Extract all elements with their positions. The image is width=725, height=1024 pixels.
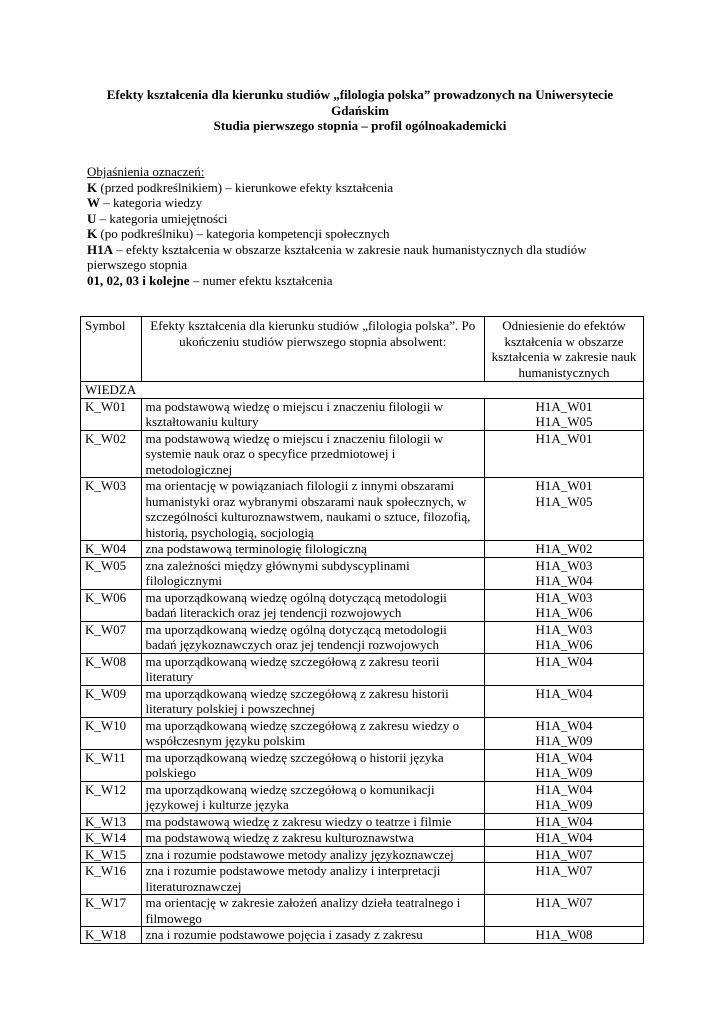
reference-code: H1A_W05 (535, 414, 593, 429)
legend-text: (przed podkreślnikiem) – kierunkowe efekty kształcenia (97, 179, 394, 195)
row-symbol: K_W06 (81, 589, 142, 621)
legend-heading: Objaśnienia oznaczeń: (87, 164, 205, 179)
row-description: zna i rozumie podstawowe metody analizy i interpretacji literaturoznawczej (141, 863, 485, 895)
row-description: ma uporządkowaną wiedzę szczegółową z zakresu wiedzy o współczesnym języku polskim (141, 717, 485, 749)
effects-table (80, 316, 644, 944)
row-description: ma podstawową wiedzę z zakresu kulturoznawstwa (141, 830, 485, 847)
table-row (81, 717, 644, 749)
reference-code: H1A_W05 (535, 493, 593, 509)
table-row (81, 813, 644, 830)
row-references (485, 621, 644, 653)
legend-items (87, 180, 647, 289)
legend-item (87, 242, 647, 273)
table-row (81, 557, 644, 589)
row-description: ma uporządkowaną wiedzę ogólną dotyczącą metodologii badań literackich oraz jej tendencji rozwojowych (141, 589, 485, 621)
row-symbol: K_W17 (81, 895, 142, 927)
row-symbol: K_W10 (81, 717, 142, 749)
legend-item (87, 226, 647, 242)
row-references (485, 557, 644, 589)
row-references (485, 478, 644, 541)
legend-item (87, 180, 647, 196)
legend-key: W (87, 195, 100, 210)
table-row (81, 478, 644, 541)
title-line-1: Efekty kształcenia dla kierunku studiów „filologia polska” prowadzonych na Uniwersytecie (106, 87, 614, 102)
reference-code: H1A_W04 (535, 830, 593, 845)
reference-code: H1A_W03 (535, 589, 593, 605)
row-references (485, 749, 644, 781)
legend-item (87, 195, 647, 211)
row-references (485, 589, 644, 621)
row-symbol: K_W13 (81, 813, 142, 830)
legend-text: – kategoria wiedzy (100, 195, 203, 210)
row-symbol: K_W11 (81, 749, 142, 781)
legend-key: U (87, 210, 97, 226)
legend (87, 164, 647, 288)
reference-code: H1A_W04 (535, 813, 593, 829)
row-references (485, 717, 644, 749)
table-row (81, 830, 644, 847)
row-symbol: K_W05 (81, 557, 142, 589)
row-symbol: K_W07 (81, 621, 142, 653)
reference-code: H1A_W03 (535, 621, 593, 637)
table-row (81, 589, 644, 621)
row-references (485, 846, 644, 863)
reference-code: H1A_W04 (535, 685, 593, 701)
table-row (81, 927, 644, 944)
legend-key: H1A (87, 241, 113, 257)
legend-key: K (87, 226, 98, 241)
row-symbol: K_W03 (81, 478, 142, 541)
reference-code: H1A_W04 (535, 781, 593, 797)
header-symbol: Symbol (81, 317, 142, 382)
legend-item (87, 273, 647, 289)
section-label: WIEDZA (81, 382, 644, 399)
reference-code: H1A_W03 (535, 557, 593, 573)
header-reference: Odniesienie do efektów kształcenia w obszarze kształcenia w zakresie nauk humanistycznych (485, 317, 644, 382)
row-description: ma orientację w zakresie założeń analizy dzieła teatralnego i filmowego (141, 895, 485, 927)
reference-code: H1A_W08 (535, 927, 593, 942)
row-symbol: K_W02 (81, 430, 142, 478)
row-description: ma uporządkowaną wiedzę szczegółową o historii języka polskiego (141, 749, 485, 781)
section-row (81, 382, 644, 399)
row-references (485, 863, 644, 895)
row-description: ma podstawową wiedzę o miejscu i znaczeniu filologii w kształtowaniu kultury (141, 398, 485, 430)
document-title (60, 87, 660, 134)
row-references (485, 653, 644, 685)
legend-item (87, 211, 647, 227)
row-description: ma podstawową wiedzę o miejscu i znaczeniu filologii w systemie nauk oraz o specyfice przedmiotowej i metodologicznej (141, 430, 485, 478)
row-description: zna podstawową terminologię filologiczną (141, 541, 485, 558)
row-symbol: K_W12 (81, 781, 142, 813)
row-symbol: K_W09 (81, 685, 142, 717)
reference-code: H1A_W09 (535, 765, 593, 780)
row-symbol: K_W14 (81, 830, 142, 847)
reference-code: H1A_W06 (535, 605, 593, 620)
table-row (81, 621, 644, 653)
row-description: zna i rozumie podstawowe metody analizy językoznawczej (141, 846, 485, 863)
row-references (485, 895, 644, 927)
row-references (485, 927, 644, 944)
row-description: zna zależności między głównymi subdyscyplinami filologicznymi (141, 557, 485, 589)
row-references (485, 541, 644, 558)
reference-code: H1A_W01 (535, 478, 593, 493)
table-row (81, 398, 644, 430)
reference-code: H1A_W04 (535, 653, 593, 669)
row-references (485, 830, 644, 847)
reference-code: H1A_W07 (535, 846, 593, 862)
row-symbol: K_W08 (81, 653, 142, 685)
reference-code: H1A_W02 (535, 541, 593, 556)
reference-code: H1A_W07 (535, 895, 593, 910)
table-row (81, 863, 644, 895)
reference-code: H1A_W07 (535, 863, 593, 878)
reference-code: H1A_W01 (535, 398, 593, 414)
row-references (485, 813, 644, 830)
title-line-2: Gdańskim (331, 102, 389, 118)
table-row (81, 541, 644, 558)
legend-key: 01, 02, 03 i kolejne (87, 272, 190, 288)
table-row (81, 685, 644, 717)
row-description: ma uporządkowaną wiedzę szczegółową o komunikacji językowej i kulturze języka (141, 781, 485, 813)
header-description: Efekty kształcenia dla kierunku studiów „filologia polska”. Po ukończeniu studiów pierwszego stopnia absolwent: (141, 317, 485, 382)
reference-code: H1A_W09 (535, 797, 593, 812)
row-symbol: K_W18 (81, 927, 142, 944)
table-row (81, 749, 644, 781)
legend-text: – kategoria umiejętności (96, 210, 228, 226)
row-symbol: K_W04 (81, 541, 142, 558)
row-description: ma podstawową wiedzę z zakresu wiedzy o teatrze i filmie (141, 813, 485, 830)
row-description: ma orientację w powiązaniach filologii z innymi obszarami humanistyki oraz wybranymi obszarami nauk społecznych, w szczególności kulturoznawstwem, naukami o sztuce, filozofią, historią, psychologią, socjologią (141, 478, 485, 541)
reference-code: H1A_W04 (535, 749, 593, 765)
title-line-3: Studia pierwszego stopnia – profil ogólnoakademicki (213, 118, 507, 133)
legend-text: – efekty kształcenia w obszarze kształcenia w zakresie nauk humanistycznych dla studiów pierwszego stopnia (87, 241, 587, 272)
row-references (485, 685, 644, 717)
row-references (485, 398, 644, 430)
reference-code: H1A_W01 (535, 430, 593, 446)
legend-text: (po podkreślniku) – kategoria kompetencji społecznych (97, 226, 390, 241)
reference-code: H1A_W09 (535, 733, 593, 748)
row-description: ma uporządkowaną wiedzę szczegółową z zakresu teorii literatury (141, 653, 485, 685)
legend-text: – numer efektu kształcenia (189, 272, 333, 288)
legend-key: K (87, 179, 98, 195)
table-row (81, 653, 644, 685)
row-description: ma uporządkowaną wiedzę ogólną dotyczącą metodologii badań językoznawczych oraz jej tendencji rozwojowych (141, 621, 485, 653)
row-references (485, 430, 644, 478)
row-symbol: K_W16 (81, 863, 142, 895)
table-row (81, 781, 644, 813)
reference-code: H1A_W06 (535, 637, 593, 652)
row-symbol: K_W15 (81, 846, 142, 863)
row-description: zna i rozumie podstawowe pojęcia i zasady z zakresu (141, 927, 485, 944)
row-references (485, 781, 644, 813)
reference-code: H1A_W04 (535, 717, 593, 733)
table-header-row (81, 317, 644, 382)
table-row (81, 846, 644, 863)
table-row (81, 430, 644, 478)
table-row (81, 895, 644, 927)
row-symbol: K_W01 (81, 398, 142, 430)
reference-code: H1A_W04 (535, 573, 593, 588)
row-description: ma uporządkowaną wiedzę szczegółową z zakresu historii literatury polskiej i powszechnej (141, 685, 485, 717)
